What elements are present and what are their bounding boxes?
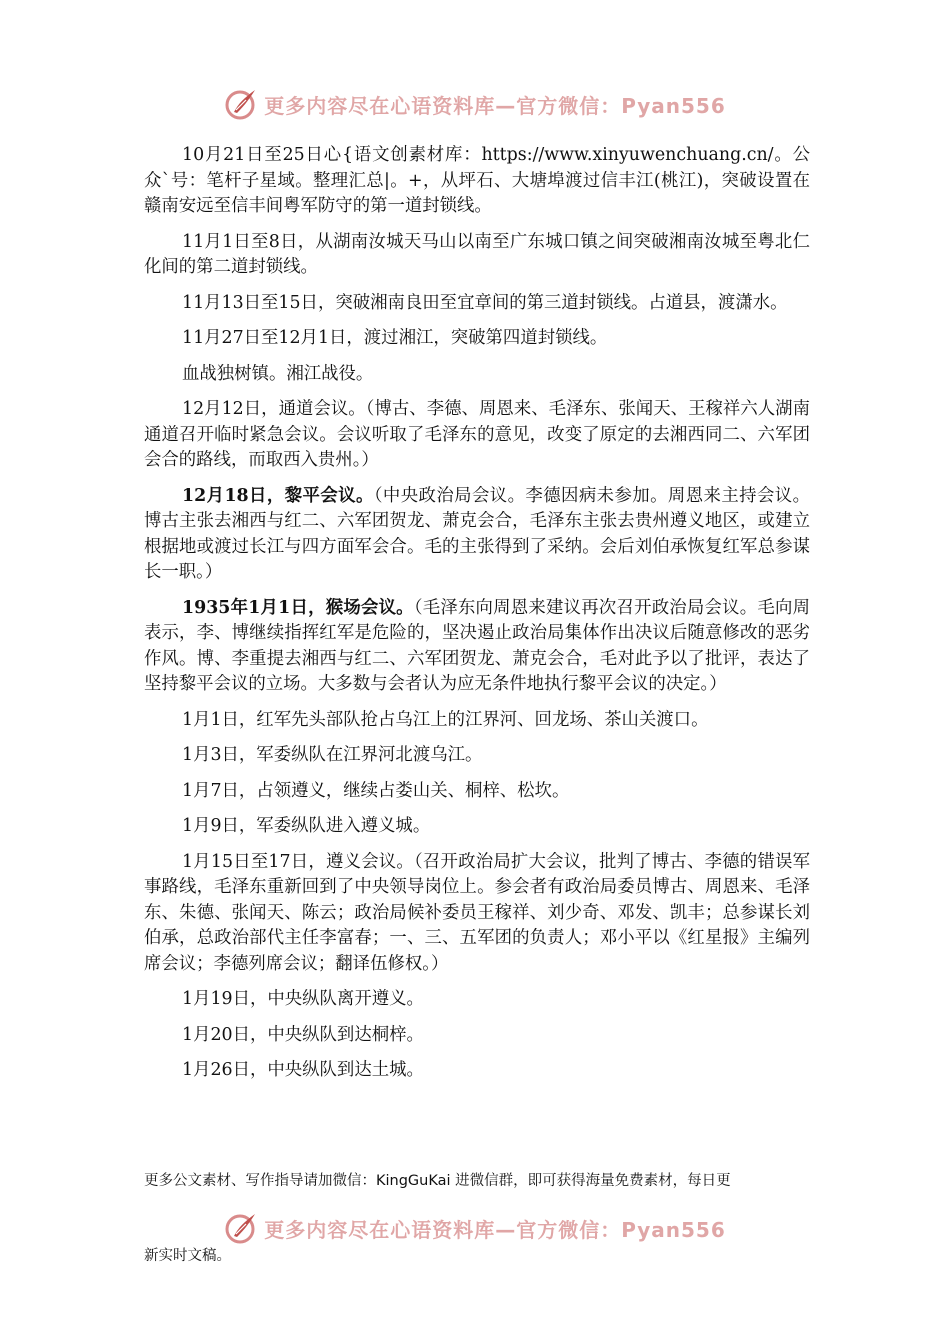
banner-text: 更多内容尽在心语资料库—官方微信：Pyan556 [264, 93, 726, 118]
paragraph: 1月7日，占领遵义，继续占娄山关、桐梓、松坎。 [182, 780, 570, 801]
paragraph: 10月21日至25日心{语文创素材库：https://www.xinyuwenchuang.cn/。公众`号：笔杆子星域。整理汇总|。+，从坪石、大塘埠渡过信丰江(桃江)，突破设置在赣南安远至信丰间粤军防守的第一道封锁线。 [144, 145, 810, 216]
paragraph: 12月12日，通道会议。（博古、李德、周恩来、毛泽东、张闻天、王稼祥六人湖南通道召开临时紧急会议。会议听取了毛泽东的意见，改变了原定的去湘西同二、六军团会合的路线，而取西入贵州。） [144, 399, 810, 470]
paragraph: 1935年1月1日，猴场会议。（毛泽东向周恩来建议再次召开政治局会议。毛向周表示，李、博继续指挥红军是危险的，坚决遏止政治局集体作出决议后随意修改的恶劣作风。博、李重提去湘西与红二、六军团贺龙、萧克会合，毛对此予以了批评，表达了坚持黎平会议的立场。大多数与会者认为应无条件地执行黎平会议的决定。） [144, 597, 810, 694]
paragraph: 11月1日至8日，从湖南汝城天马山以南至广东城口镇之间突破湘南汝城至粤北仁化间的第二道封锁线。 [144, 231, 810, 277]
paragraph: 1月19日，中央纵队离开遵义。 [182, 989, 424, 1009]
paragraph-lead: 12月18日，黎平会议。 [182, 485, 374, 506]
paragraph: 1月1日，红军先头部队抢占乌江上的江界河、回龙场、茶山关渡口。 [182, 709, 709, 730]
quill-seal-logo-icon [224, 86, 260, 122]
paragraph: 1月26日，中央纵队到达土城。 [182, 1060, 424, 1080]
paragraph: 1月15日至17日，遵义会议。（召开政治局扩大会议，批判了博古、李德的错误军事路线，毛泽东重新回到了中央领导岗位上。参会者有政治局委员博古、周恩来、毛泽东、朱德、张闻天、陈云；政治局候补委员王稼祥、刘少奇、邓发、凯丰；总参谋长刘伯承，总政治部代主任李富春；一、三、五军团的负责人；邓小平以《红星报》主编列席会议；李德列席会议；翻译伍修权。） [144, 851, 810, 974]
footer-note: 更多公文素材、写作指导请加微信：KingGuKai 进微信群，即可获得海量免费素材，每日更 [144, 1173, 731, 1189]
paragraph: 血战独树镇。湘江战役。 [182, 363, 374, 384]
paragraph: 11月27日至12月1日，渡过湘江，突破第四道封锁线。 [182, 328, 608, 348]
paragraph-lead: 1935年1月1日，猴场会议。 [182, 597, 414, 618]
paragraph: 1月3日，军委纵队在江界河北渡乌江。 [182, 745, 483, 765]
paragraph: 1月20日，中央纵队到达桐梓。 [182, 1024, 424, 1045]
footer-tail: 新实时文稿。 [144, 1248, 231, 1264]
document-body [144, 143, 810, 1094]
paragraph: 1月9日，军委纵队进入遵义城。 [182, 816, 431, 836]
footer-banner [0, 1206, 950, 1250]
quill-seal-logo-icon [224, 1210, 260, 1246]
paragraph: 11月13日至15日，突破湘南良田至宜章间的第三道封锁线。占道县，渡潇水。 [182, 292, 788, 313]
header-banner [0, 82, 950, 126]
banner-text: 更多内容尽在心语资料库—官方微信：Pyan556 [264, 1217, 726, 1242]
paragraph: 12月18日，黎平会议。（中央政治局会议。李德因病未参加。周恩来主持会议。博古主张去湘西与红二、六军团贺龙、萧克会合，毛泽东主张去贵州遵义地区，或建立根据地或渡过长江与四方面军会合。毛的主张得到了采纳。会后刘伯承恢复红军总参谋长一职。） [144, 485, 810, 582]
